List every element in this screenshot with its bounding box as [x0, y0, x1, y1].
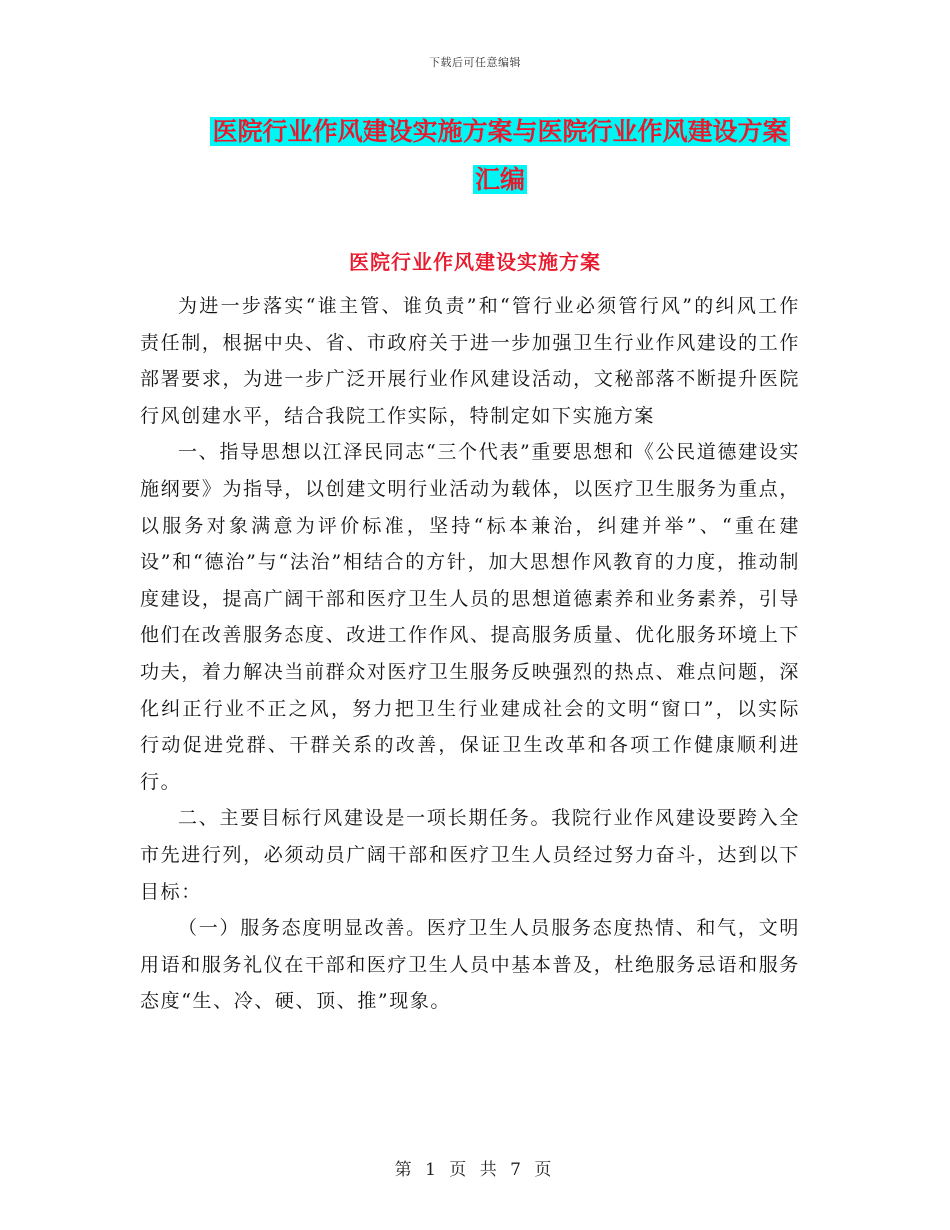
paragraph: （一）服务态度明显改善。医疗卫生人员服务态度热情、和气，文明用语和服务礼仪在干部和医疗卫生人员中基本普及，杜绝服务忌语和服务态度“生、冷、硬、顶、推”现象。	[140, 917, 800, 1013]
document-title	[150, 108, 850, 204]
page-number: 第 1 页 共 7 页	[394, 1160, 556, 1180]
document-title-line2: 汇编	[474, 165, 525, 194]
paragraph: 二、主要目标行风建设是一项长期任务。我院行业作风建设要跨入全市先进行列，必须动员广阔干部和医疗卫生人员经过努力奋斗，达到以下目标：	[140, 807, 800, 903]
document-body	[140, 288, 800, 1020]
paragraph: 为进一步落实“谁主管、谁负责”和“管行业必须管行风”的纠风工作责任制，根据中央、省、市政府关于进一步加强卫生行业作风建设的工作部署要求，为进一步广泛开展行业作风建设活动，文秘部落不断提升医院行风创建水平，结合我院工作实际，特制定如下实施方案	[140, 295, 800, 427]
paragraph: 一、指导思想以江泽民同志“三个代表”重要思想和《公民道德建设实施纲要》为指导，以创建文明行业活动为载体，以医疗卫生服务为重点，以服务对象满意为评价标准，坚持“标本兼治，纠建并举”、“重在建设”和“德治”与“法治”相结合的方针，加大思想作风教育的力度，推动制度建设，提高广阔干部和医疗卫生人员的思想道德素养和业务素养，引导他们在改善服务态度、改进工作作风、提高服务质量、优化服务环境上下功夫，着力解决当前群众对医疗卫生服务反映强烈的热点、难点问题，深化纠正行业不正之风，努力把卫生行业建成社会的文明“窗口”，以实际行动促进党群、干群关系的改善，保证卫生改革和各项工作健康顺利进行。	[140, 441, 800, 793]
document-title-line1: 医院行业作风建设实施方案与医院行业作风建设方案	[212, 117, 788, 146]
header-note: 下载后可任意编辑	[429, 56, 521, 69]
section-title: 医院行业作风建设实施方案	[349, 250, 601, 274]
